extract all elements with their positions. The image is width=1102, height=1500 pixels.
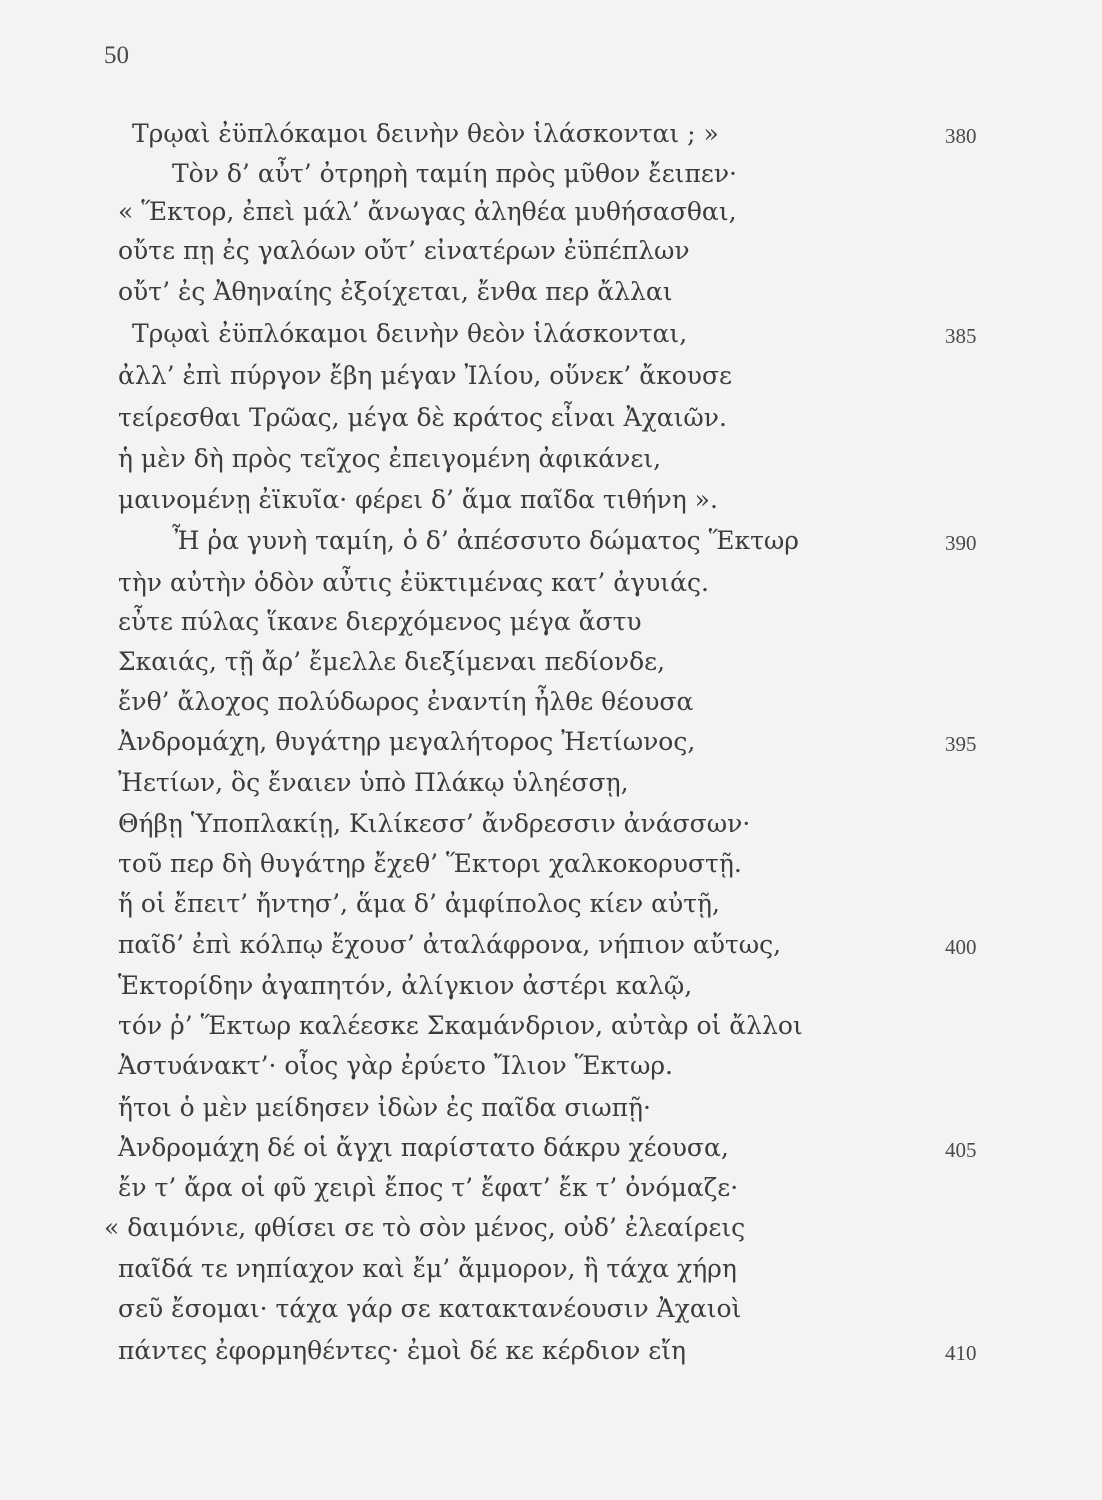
verse-line-text: Ἠετίων, ὃς ἔναιεν ὑπὸ Πλάκῳ ὑληέσσῃ,: [118, 768, 629, 797]
verse-line: [118, 1092, 651, 1124]
verse-line: [118, 1050, 673, 1082]
verse-line: [118, 484, 718, 516]
verse-line: [118, 1010, 803, 1042]
verse-line: [118, 808, 750, 840]
verse-line: [132, 118, 719, 150]
verse-line-text: ἔνθ’ ἄλοχος πολύδωρος ἐναντίη ἦλθε θέουσα: [118, 687, 694, 716]
verse-line-text: Τρῳαὶ ἐϋπλόκαμοι δεινὴν θεὸν ἱλάσκονται,: [132, 319, 688, 348]
verse-line-text: Σκαιάς, τῇ ἄρ’ ἔμελλε διεξίμεναι πεδίονδε,: [118, 647, 666, 676]
verse-line: [118, 1172, 738, 1204]
verse-line: [118, 235, 690, 267]
verse-line-text: οὔτ’ ἐς Ἀθηναίης ἐξοίχεται, ἔνθα περ ἄλλαι: [118, 277, 673, 306]
verse-line: [104, 1212, 745, 1244]
verse-line: [118, 929, 781, 961]
verse-line: [118, 888, 720, 920]
verse-line-text: ἔν τ’ ἄρα οἱ φῦ χειρὶ ἔπος τ’ ἔφατ’ ἔκ τ’ ὀνόμαζε·: [118, 1173, 739, 1202]
line-number: 390: [945, 531, 977, 555]
verse-line: [118, 196, 737, 228]
verse-line: [118, 848, 742, 880]
line-number: 400: [945, 935, 977, 959]
line-number: 395: [945, 732, 977, 756]
verse-line-text: παῖδά τε νηπίαχον καὶ ἔμ’ ἄμμορον, ἣ τάχα χήρη: [118, 1254, 737, 1283]
verse-line-text: ἤτοι ὁ μὲν μείδησεν ἰδὼν ἐς παῖδα σιωπῇ·: [118, 1093, 651, 1122]
verse-line-text: Ἑκτορίδην ἀγαπητόν, ἀλίγκιον ἀστέρι καλῷ,: [118, 971, 693, 1000]
verse-line-text: Θήβῃ Ὑποπλακίῃ, Κιλίκεσσ’ ἄνδρεσσιν ἀνάσσων·: [118, 809, 751, 838]
verse-line-text: Ἀνδρομάχη δέ οἱ ἄγχι παρίστατο δάκρυ χέουσα,: [118, 1133, 729, 1162]
line-number: 385: [945, 324, 977, 348]
verse-line-text: Ἀστυάνακτ’· οἶος γὰρ ἐρύετο Ἴλιον Ἕκτωρ.: [118, 1051, 673, 1080]
verse-line: [118, 1293, 741, 1325]
verse-line: [118, 567, 709, 599]
verse-line: [172, 158, 737, 190]
line-number: 410: [945, 1341, 977, 1365]
verse-line-text: Τὸν δ’ αὖτ’ ὀτρηρὴ ταμίη πρὸς μῦθον ἔειπεν·: [172, 159, 738, 188]
verse-line: [118, 1253, 737, 1285]
verse-line-text: « Ἕκτορ, ἐπεὶ μάλ’ ἄνωγας ἀληθέα μυθήσασθαι,: [118, 197, 737, 226]
verse-line-text: Τρῳαὶ ἐϋπλόκαμοι δεινὴν θεὸν ἱλάσκονται ; »: [132, 119, 719, 148]
verse-line-text: παῖδ’ ἐπὶ κόλπῳ ἔχουσ’ ἀταλάφρονα, νήπιον αὔτως,: [118, 930, 782, 959]
verse-line-text: τόν ῥ’ Ἕκτωρ καλέεσκε Σκαμάνδριον, αὐτὰρ οἱ ἄλλοι: [118, 1011, 803, 1040]
verse-line-text: Ἀνδρομάχη, θυγάτηρ μεγαλήτορος Ἠετίωνος,: [118, 727, 696, 756]
verse-line: [118, 360, 732, 392]
verse-line-text: ἡ μὲν δὴ πρὸς τεῖχος ἐπειγομένη ἀφικάνει,: [118, 444, 662, 473]
verse-line: [118, 606, 642, 638]
verse-line: [118, 726, 695, 758]
verse-line-text: τὴν αὐτὴν ὁδὸν αὖτις ἐϋκτιμένας κατ’ ἀγυιάς.: [118, 568, 709, 597]
verse-line-text: σεῦ ἔσομαι· τάχα γάρ σε κατακτανέουσιν Ἀχαιοὶ: [118, 1294, 742, 1323]
verse-line-text: πάντες ἐφορμηθέντες· ἐμοὶ δέ κε κέρδιον εἴη: [118, 1336, 687, 1365]
page-number: 50: [104, 42, 129, 69]
verse-line: [118, 1335, 686, 1367]
line-number: 405: [945, 1138, 977, 1162]
verse-line-text: μαινομένῃ ἐϊκυῖα· φέρει δ’ ἅμα παῖδα τιθήνη ».: [118, 485, 718, 514]
verse-line-text: ἀλλ’ ἐπὶ πύργον ἔβη μέγαν Ἰλίου, οὕνεκ’ ἄκουσε: [118, 361, 732, 390]
verse-line: [118, 1132, 729, 1164]
verse-line-text: τοῦ περ δὴ θυγάτηρ ἔχεθ’ Ἕκτορι χαλκοκορυστῇ.: [118, 849, 742, 878]
verse-line: [118, 402, 727, 434]
verse-line-text: « δαιμόνιε, φθίσει σε τὸ σὸν μένος, οὐδ’ ἐλεαίρεις: [104, 1213, 746, 1242]
verse-line: [118, 443, 661, 475]
verse-line-text: Ἦ ῥα γυνὴ ταμίη, ὁ δ’ ἀπέσσυτο δώματος Ἕκτωρ: [172, 526, 799, 555]
verse-line: [132, 318, 687, 350]
verse-line: [118, 276, 673, 308]
verse-line-text: οὔτε πῃ ἐς γαλόων οὔτ’ εἰνατέρων ἐϋπέπλων: [118, 236, 690, 265]
verse-line: [118, 686, 693, 718]
verse-line-text: εὖτε πύλας ἵκανε διερχόμενος μέγα ἄστυ: [118, 607, 642, 636]
line-number: 380: [945, 124, 977, 148]
verse-line: [118, 767, 629, 799]
verse-line: [118, 646, 665, 678]
verse-line: [172, 525, 799, 557]
verse-line: [118, 970, 692, 1002]
verse-line-text: τείρεσθαι Τρῶας, μέγα δὲ κράτος εἶναι Ἀχαιῶν.: [118, 403, 727, 432]
verse-line-text: ἥ οἱ ἔπειτ’ ἤντησ’, ἅμα δ’ ἀμφίπολος κίεν αὐτῇ,: [118, 889, 720, 918]
